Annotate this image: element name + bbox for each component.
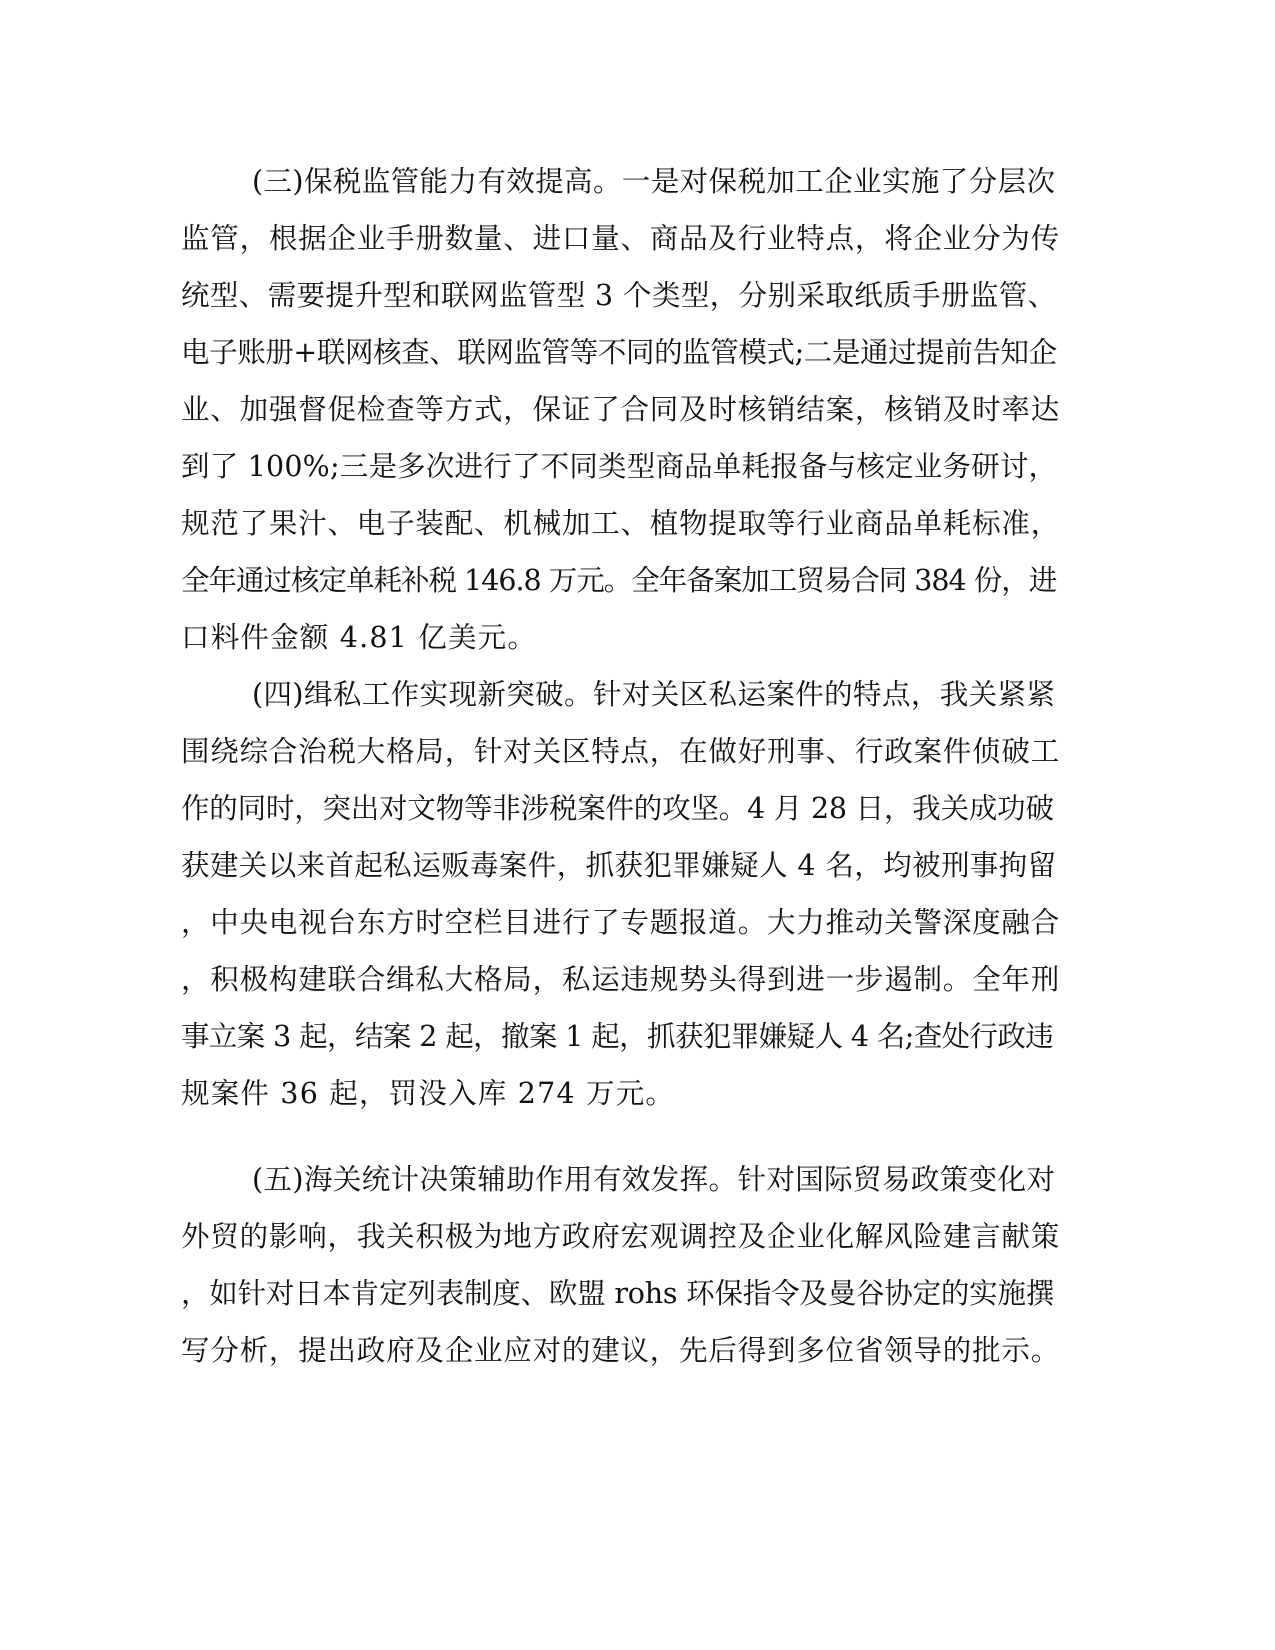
paragraph-line: (三)保税监管能力有效提高。一是对保税加工企业实施了分层次 — [252, 165, 1056, 198]
paragraph-line: 作的同时，突出对文物等非涉税案件的攻坚。4 月 28 日，我关成功破 — [181, 792, 1054, 825]
paragraph-line: ，中央电视台东方时空栏目进行了专题报道。大力推动关警深度融合 — [181, 906, 1061, 939]
paragraph-line: ，积极构建联合缉私大格局，私运违规势头得到进一步遏制。全年刑 — [181, 963, 1061, 996]
paragraph-line: (五)海关统计决策辅助作用有效发挥。针对国际贸易政策变化对 — [252, 1163, 1056, 1196]
paragraph-line: 业、加强督促检查等方式，保证了合同及时核销结案，核销及时率达 — [181, 393, 1061, 426]
paragraph-line: 口料件金额 4.81 亿美元。 — [181, 621, 538, 654]
paragraph-line: 外贸的影响，我关积极为地方政府宏观调控及企业化解风险建言献策 — [181, 1220, 1061, 1253]
paragraph-line: 全年通过核定单耗补税 146.8 万元。全年备案加工贸易合同 384 份，进 — [181, 564, 1057, 597]
paragraph-line: ，如针对日本肯定列表制度、欧盟 rohs 环保指令及曼谷协定的实施撰 — [181, 1277, 1055, 1310]
paragraph-line: 事立案 3 起，结案 2 起，撤案 1 起，抓获犯罪嫌疑人 4 名;查处行政违 — [181, 1020, 1054, 1053]
paragraph-line: 写分析，提出政府及企业应对的建议，先后得到多位省领导的批示。 — [181, 1334, 1061, 1367]
paragraph-line: 获建关以来首起私运贩毒案件，抓获犯罪嫌疑人 4 名，均被刑事拘留 — [181, 849, 1057, 882]
paragraph-line: 到了 100%;三是多次进行了不同类型商品单耗报备与核定业务研讨， — [181, 450, 1058, 483]
paragraph-line: 围绕综合治税大格局，针对关区特点，在做好刑事、行政案件侦破工 — [181, 735, 1061, 768]
paragraph-line: 规案件 36 起，罚没入库 274 万元。 — [181, 1077, 676, 1110]
paragraph-line: (四)缉私工作实现新突破。针对关区私运案件的特点，我关紧紧 — [252, 678, 1056, 711]
paragraph-line: 电子账册+联网核查、联网监管等不同的监管模式;二是通过提前告知企 — [181, 336, 1057, 369]
paragraph-line: 监管，根据企业手册数量、进口量、商品及行业特点，将企业分为传 — [181, 222, 1061, 255]
paragraph-line: 规范了果汁、电子装配、机械加工、植物提取等行业商品单耗标准， — [181, 507, 1061, 540]
paragraph-line: 统型、需要提升型和联网监管型 3 个类型，分别采取纸质手册监管、 — [181, 279, 1057, 312]
